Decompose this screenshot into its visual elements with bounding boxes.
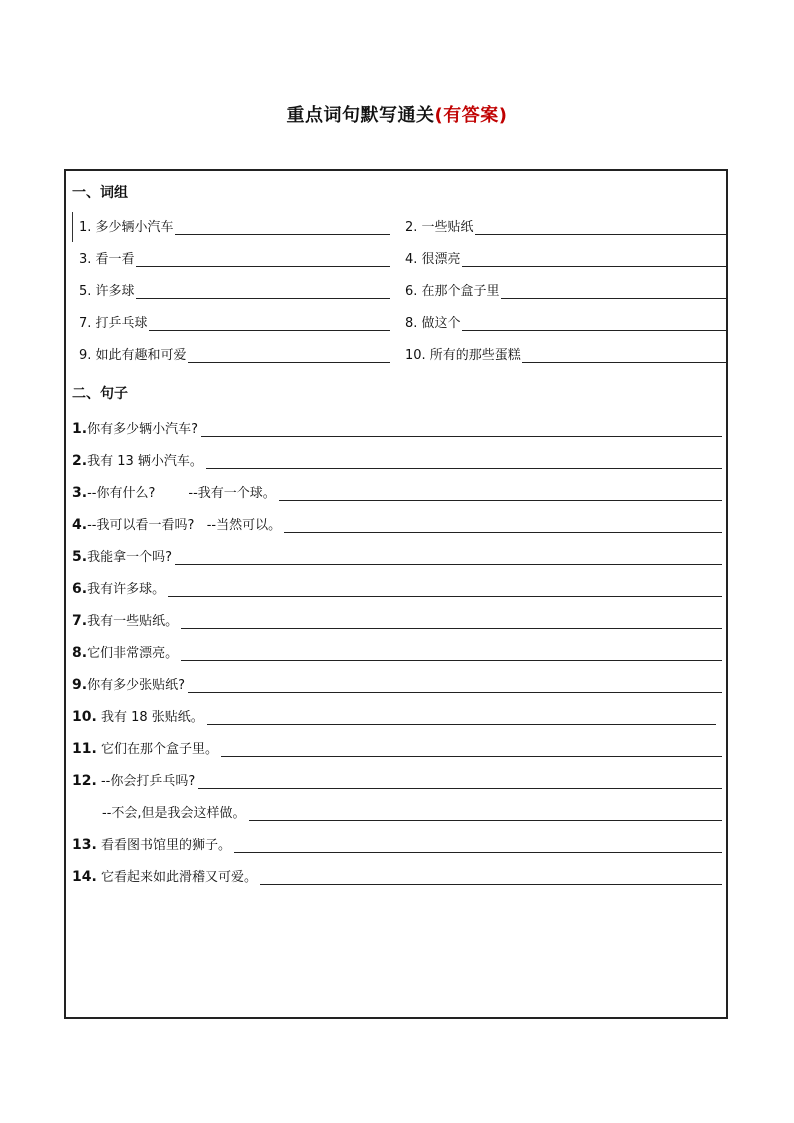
phrase-item[interactable]: 1. 多少辆小汽车 (79, 217, 390, 235)
answer-line[interactable] (149, 316, 390, 331)
sentence-item[interactable]: 11. 它们在那个盒子里。 (72, 739, 722, 757)
phrase-item[interactable]: 7. 打乒乓球 (79, 313, 390, 331)
answer-line[interactable] (221, 742, 722, 757)
sentence-item[interactable]: 7. 我有一些贴纸。 (72, 611, 722, 629)
section-phrases-heading: 一、词组 (72, 185, 128, 201)
sentence-item[interactable]: 2. 我有 13 辆小汽车。 (72, 451, 722, 469)
answer-line[interactable] (260, 870, 722, 885)
answer-line[interactable] (249, 806, 722, 821)
answer-line[interactable] (201, 422, 722, 437)
sentence-item[interactable]: 6. 我有许多球。 (72, 579, 722, 597)
answer-line[interactable] (462, 316, 728, 331)
answer-line[interactable] (475, 220, 728, 235)
answer-line[interactable] (234, 838, 722, 853)
phrase-item[interactable]: 8. 做这个 (405, 313, 728, 331)
sentence-item[interactable]: 9. 你有多少张贴纸? (72, 675, 722, 693)
answer-tag: (有答案) (434, 105, 508, 126)
sentence-item[interactable]: 8. 它们非常漂亮。 (72, 643, 722, 661)
answer-line[interactable] (206, 454, 722, 469)
answer-line[interactable] (522, 348, 728, 363)
answer-line[interactable] (181, 614, 722, 629)
answer-line[interactable] (181, 646, 722, 661)
answer-line[interactable] (188, 348, 390, 363)
sentence-item[interactable]: 1. 你有多少辆小汽车? (72, 419, 722, 437)
title-main: 重点词句默写通关 (286, 105, 435, 126)
answer-line[interactable] (168, 582, 722, 597)
answer-line[interactable] (175, 220, 390, 235)
sentence-item[interactable]: 13. 看看图书馆里的狮子。 (72, 835, 722, 853)
answer-line[interactable] (501, 284, 728, 299)
phrase-item[interactable]: 10. 所有的那些蛋糕 (405, 345, 728, 363)
sentence-item[interactable]: 4. --我可以看一看吗? --当然可以。 (72, 515, 722, 533)
phrase-item[interactable]: 2. 一些贴纸 (405, 217, 728, 235)
text-cursor (72, 212, 73, 242)
sentence-item[interactable]: 10. 我有 18 张贴纸。 (72, 707, 716, 725)
answer-line[interactable] (136, 284, 390, 299)
phrase-item[interactable]: 6. 在那个盒子里 (405, 281, 728, 299)
phrase-item[interactable]: 4. 很漂亮 (405, 249, 728, 267)
answer-line[interactable] (188, 678, 722, 693)
answer-line[interactable] (279, 486, 722, 501)
sentence-item[interactable]: 5. 我能拿一个吗? (72, 547, 722, 565)
phrase-item[interactable]: 5. 许多球 (79, 281, 390, 299)
phrase-item[interactable]: 3. 看一看 (79, 249, 390, 267)
answer-line[interactable] (198, 774, 722, 789)
sentence-item[interactable]: 14. 它看起来如此滑稽又可爱。 (72, 867, 722, 885)
phrase-item[interactable]: 9. 如此有趣和可爱 (79, 345, 390, 363)
answer-line[interactable] (136, 252, 390, 267)
sentence-item[interactable]: 3. --你有什么? --我有一个球。 (72, 483, 722, 501)
sentence-item[interactable]: 12. --你会打乒乓吗? (72, 771, 722, 789)
sentence-item[interactable]: --不会,但是我会这样做。 (102, 803, 722, 821)
answer-line[interactable] (175, 550, 722, 565)
answer-line[interactable] (462, 252, 728, 267)
page-title (0, 101, 794, 127)
section-sentences-heading: 二、句子 (72, 386, 128, 402)
answer-line[interactable] (284, 518, 722, 533)
answer-line[interactable] (207, 710, 716, 725)
